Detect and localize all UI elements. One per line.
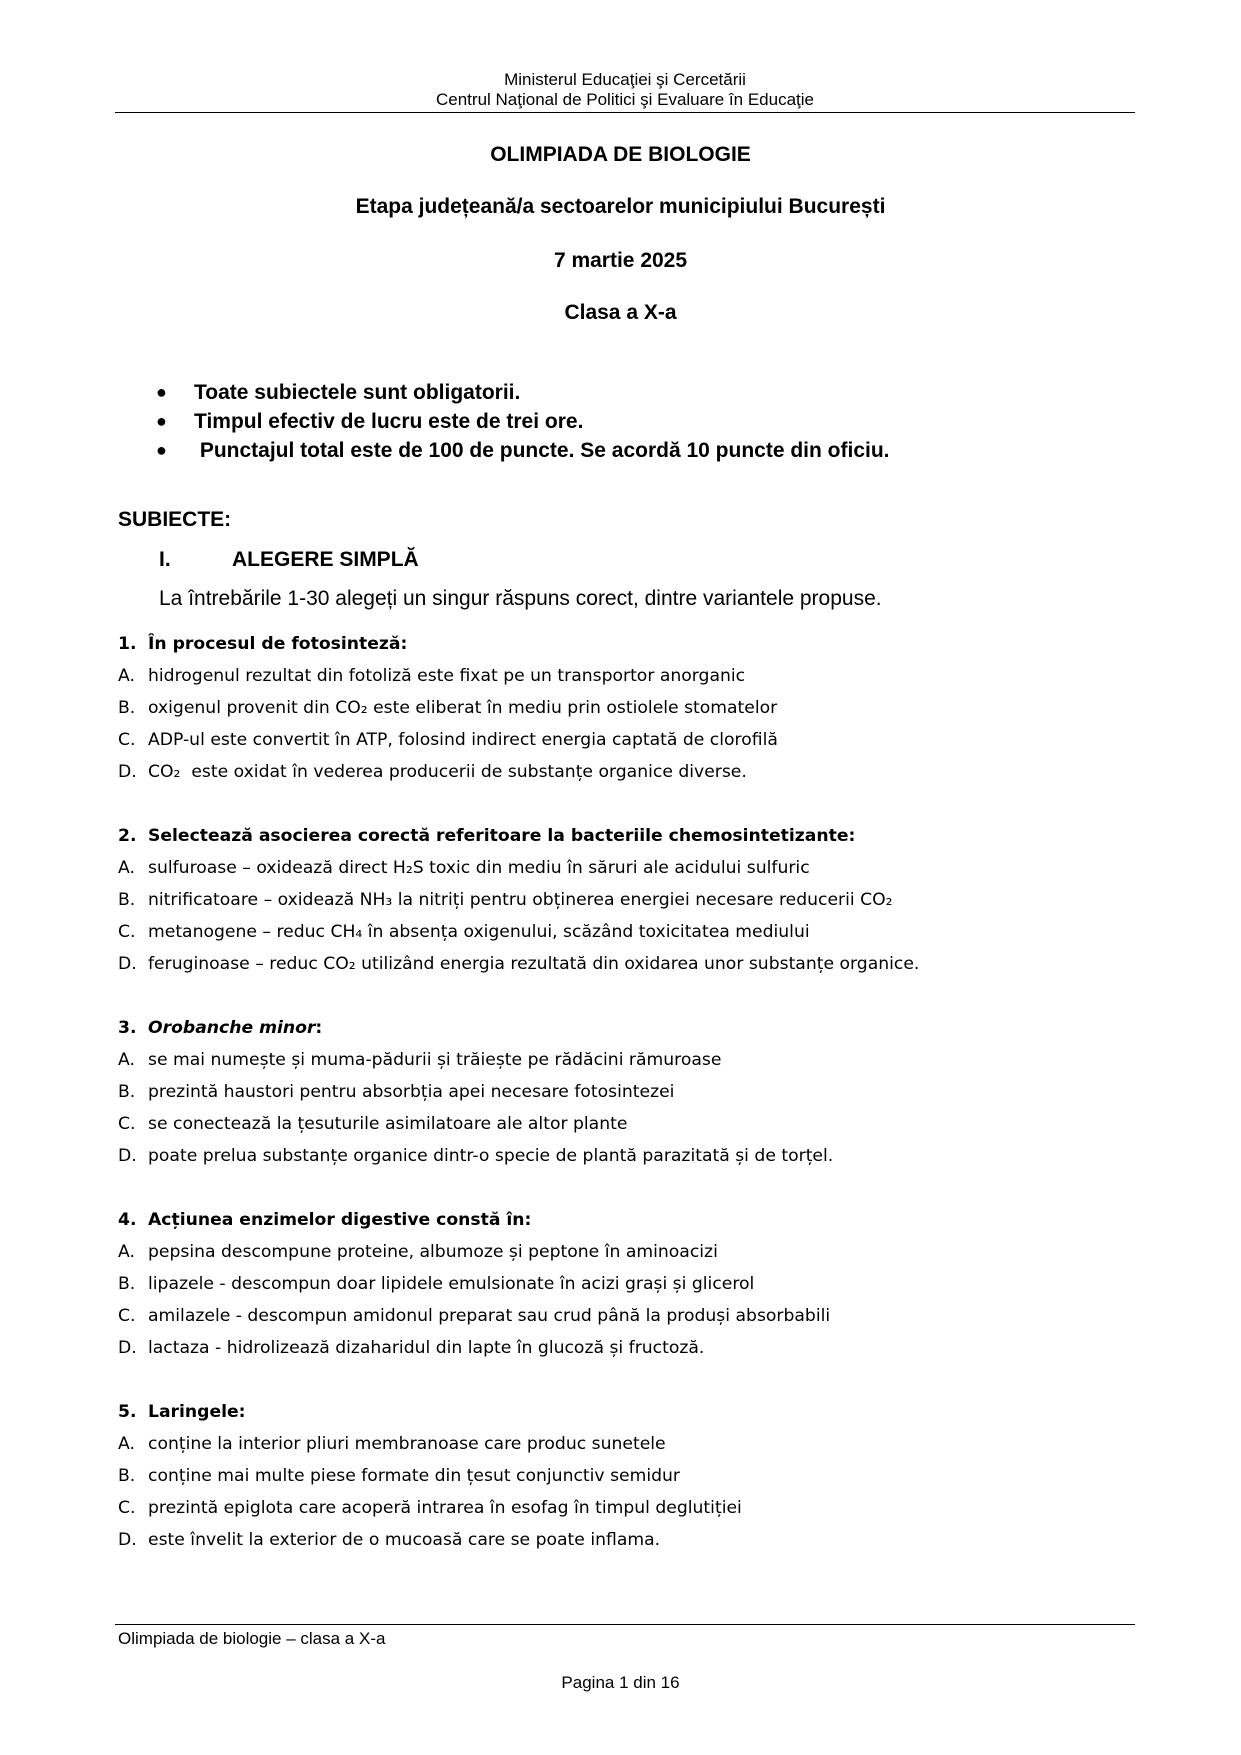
question-5 xyxy=(118,1396,1128,1556)
ministry-name: Ministerul Educaţiei şi Cercetării xyxy=(504,70,746,89)
option-text: ADP-ul este convertit în ATP, folosind indirect energia captată de clorofilă xyxy=(148,730,778,750)
title-block xyxy=(0,143,1241,325)
option-label: D. xyxy=(118,762,137,782)
option-label: B. xyxy=(118,1274,136,1294)
center-name: Centrul Naţional de Politici şi Evaluare în Educaţie xyxy=(436,90,814,109)
option-d xyxy=(118,1140,1128,1172)
option-d xyxy=(118,756,1128,788)
olympiad-title: OLIMPIADA DE BIOLOGIE xyxy=(490,143,751,166)
question-title xyxy=(118,1012,1128,1044)
question-2 xyxy=(118,820,1128,980)
question-title xyxy=(118,820,1128,852)
option-text: poate prelua substanțe organice dintr-o specie de plantă parazitată și de torțel. xyxy=(148,1146,834,1166)
option-label: B. xyxy=(118,890,136,910)
class-title: Clasa a X-a xyxy=(564,301,677,324)
section-number: I. xyxy=(159,548,171,571)
question-number: 1. xyxy=(118,634,137,654)
question-text: Selectează asocierea corectă referitoare la bacteriile chemosintetizante: xyxy=(148,826,856,846)
option-label: C. xyxy=(118,1306,136,1326)
option-c xyxy=(118,1492,1128,1524)
page-header xyxy=(115,70,1135,113)
option-d xyxy=(118,1524,1128,1556)
question-number: 3. xyxy=(118,1018,137,1038)
question-3 xyxy=(118,1012,1128,1172)
question-title xyxy=(118,628,1128,660)
option-label: A. xyxy=(118,666,135,686)
footer-divider xyxy=(115,1624,1135,1625)
question-text: Laringele: xyxy=(148,1402,246,1422)
rules-list xyxy=(156,378,890,465)
option-label: B. xyxy=(118,1466,136,1486)
option-b xyxy=(118,884,1128,916)
option-label: A. xyxy=(118,1434,135,1454)
option-label: C. xyxy=(118,922,136,942)
option-label: D. xyxy=(118,954,137,974)
option-label: C. xyxy=(118,1498,136,1518)
question-1 xyxy=(118,628,1128,788)
rule-item xyxy=(156,407,890,436)
stage-title: Etapa județeană/a sectoarelor municipiului București xyxy=(355,195,886,218)
option-text: feruginoase – reduc CO₂ utilizând energia rezultată din oxidarea unor substanțe organice. xyxy=(148,954,920,974)
option-text: lipazele - descompun doar lipidele emulsionate în acizi grași și glicerol xyxy=(148,1274,755,1294)
rule-text: Punctajul total este de 100 de puncte. Se acordă 10 puncte din oficiu. xyxy=(194,438,890,462)
option-text: metanogene – reduc CH₄ în absența oxigenului, scăzând toxicitatea mediului xyxy=(148,922,810,942)
option-a xyxy=(118,1236,1128,1268)
option-label: C. xyxy=(118,730,136,750)
option-d xyxy=(118,1332,1128,1364)
option-label: D. xyxy=(118,1338,137,1358)
rule-item xyxy=(156,378,890,407)
section-instruction: La întrebările 1-30 alegeți un singur răspuns corect, dintre variantele propuse. xyxy=(159,587,882,610)
footer-title: Olimpiada de biologie – clasa a X-a xyxy=(118,1629,386,1648)
question-number: 4. xyxy=(118,1210,137,1230)
option-text: CO₂ este oxidat în vederea producerii de substanțe organice diverse. xyxy=(148,762,747,782)
option-text: oxigenul provenit din CO₂ este eliberat în mediu prin ostiolele stomatelor xyxy=(148,698,778,718)
rule-text: Toate subiectele sunt obligatorii. xyxy=(194,380,521,404)
option-text: amilazele - descompun amidonul preparat sau crud până la produși absorbabili xyxy=(148,1306,831,1326)
option-c xyxy=(118,1300,1128,1332)
option-text: hidrogenul rezultat din fotoliză este fixat pe un transportor anorganic xyxy=(148,666,746,686)
exam-date: 7 martie 2025 xyxy=(553,249,688,272)
question-text: Orobanche minor xyxy=(148,1018,316,1038)
option-a xyxy=(118,1428,1128,1460)
question-text: În procesul de fotosinteză: xyxy=(148,634,408,654)
question-suffix: : xyxy=(315,1018,323,1038)
option-a xyxy=(118,852,1128,884)
option-text: lactaza - hidrolizează dizaharidul din lapte în glucoză și fructoză. xyxy=(148,1338,705,1358)
section-title: ALEGERE SIMPLĂ xyxy=(232,548,419,571)
option-text: conține mai multe piese formate din țesut conjunctiv semidur xyxy=(148,1466,680,1486)
subjects-label: SUBIECTE: xyxy=(118,508,232,531)
option-label: B. xyxy=(118,698,136,718)
page-number: Pagina 1 din 16 xyxy=(561,1673,680,1692)
option-c xyxy=(118,916,1128,948)
option-d xyxy=(118,948,1128,980)
option-label: C. xyxy=(118,1114,136,1134)
question-text: Acțiunea enzimelor digestive constă în: xyxy=(148,1210,532,1230)
option-text: conține la interior pliuri membranoase care produc sunetele xyxy=(148,1434,666,1454)
question-title xyxy=(118,1396,1128,1428)
option-c xyxy=(118,724,1128,756)
question-number: 2. xyxy=(118,826,137,846)
option-label: D. xyxy=(118,1146,137,1166)
option-label: A. xyxy=(118,858,135,878)
option-b xyxy=(118,692,1128,724)
option-text: sulfuroase – oxidează direct H₂S toxic din mediu în săruri ale acidului sulfuric xyxy=(148,858,810,878)
option-a xyxy=(118,660,1128,692)
option-label: D. xyxy=(118,1530,137,1550)
option-label: B. xyxy=(118,1082,136,1102)
option-text: se conectează la țesuturile asimilatoare ale altor plante xyxy=(148,1114,628,1134)
section-heading xyxy=(159,548,419,572)
option-text: se mai numește și muma-pădurii și trăiește pe rădăcini rămuroase xyxy=(148,1050,722,1070)
option-c xyxy=(118,1108,1128,1140)
option-text: nitrificatoare – oxidează NH₃ la nitriți pentru obținerea energiei necesare reducerii CO₂ xyxy=(148,890,893,910)
option-b xyxy=(118,1460,1128,1492)
option-text: prezintă epiglota care acoperă intrarea în esofag în timpul deglutiției xyxy=(148,1498,742,1518)
bullet-icon: ● xyxy=(156,440,167,460)
rule-item xyxy=(156,436,890,465)
option-b xyxy=(118,1076,1128,1108)
option-b xyxy=(118,1268,1128,1300)
option-a xyxy=(118,1044,1128,1076)
question-title xyxy=(118,1204,1128,1236)
option-text: pepsina descompune proteine, albumoze și peptone în aminoacizi xyxy=(148,1242,718,1262)
rule-text: Timpul efectiv de lucru este de trei ore. xyxy=(194,409,584,433)
option-label: A. xyxy=(118,1242,135,1262)
option-text: este învelit la exterior de o mucoasă care se poate inflama. xyxy=(148,1530,661,1550)
question-number: 5. xyxy=(118,1402,137,1422)
option-label: A. xyxy=(118,1050,135,1070)
bullet-icon: ● xyxy=(156,411,167,431)
bullet-icon: ● xyxy=(156,382,167,402)
questions-list xyxy=(118,628,1128,1588)
question-4 xyxy=(118,1204,1128,1364)
option-text: prezintă haustori pentru absorbția apei necesare fotosintezei xyxy=(148,1082,675,1102)
